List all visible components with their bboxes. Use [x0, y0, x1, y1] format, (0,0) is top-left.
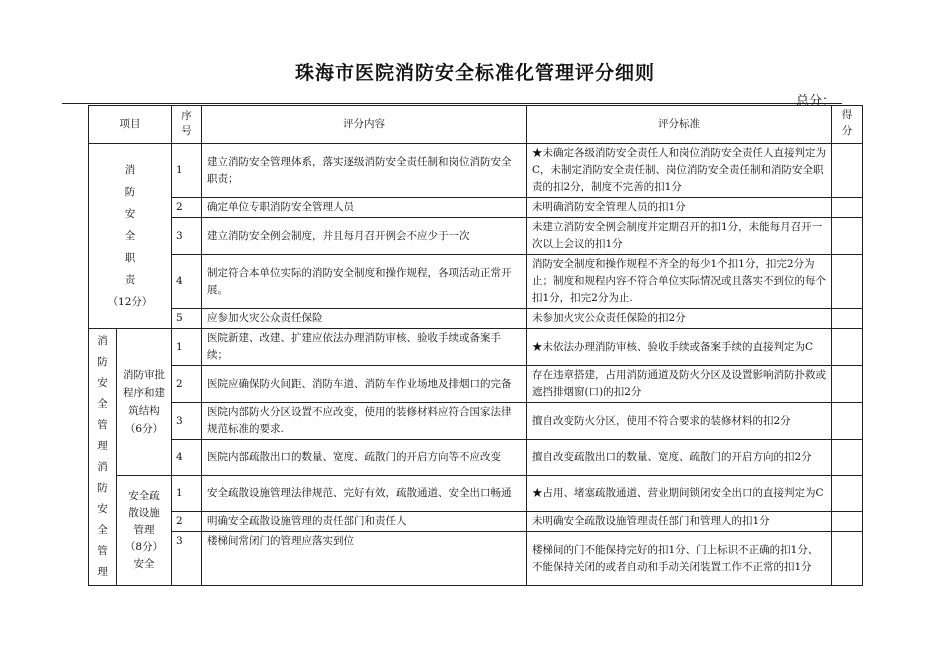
row-score-cell[interactable]	[832, 255, 863, 309]
row-score-cell[interactable]	[832, 512, 863, 532]
table-row	[89, 403, 863, 440]
row-number: 4	[172, 440, 202, 476]
table-row	[89, 476, 863, 512]
row-standard: 擅自改变防火分区，使用不符合要求的装修材料的扣2分	[527, 403, 832, 440]
row-number: 1	[172, 476, 202, 512]
row-score-cell[interactable]	[832, 366, 863, 403]
row-standard: 楼梯间的门不能保持完好的扣1分、门上标识不正确的扣1分、不能保持关闭的或者自动和手动关闭装置工作不正常的扣1分	[527, 532, 832, 586]
row-standard: 未参加火灾公众责任保险的扣2分	[527, 309, 832, 329]
row-number: 4	[172, 255, 202, 309]
table-row	[89, 309, 863, 329]
row-score-cell[interactable]	[832, 403, 863, 440]
row-number: 2	[172, 198, 202, 218]
row-standard: 存在违章搭建，占用消防通道及防火分区及设置影响消防扑救或遮挡排烟窗(口)的扣2分	[527, 366, 832, 403]
table-row	[89, 440, 863, 476]
section-fire-safety-management: 消防安全管理消防安全管理	[89, 329, 117, 586]
row-content: 楼梯间常闭门的管理应落实到位	[202, 532, 527, 586]
header-score: 得分	[832, 106, 863, 144]
table-row	[89, 198, 863, 218]
row-standard: 未明确安全疏散设施管理责任部门和管理人的扣1分	[527, 512, 832, 532]
row-content: 医院内部疏散出口的数量、宽度、疏散门的开启方向等不应改变	[202, 440, 527, 476]
header-content: 评分内容	[202, 106, 527, 144]
subsection-evacuation-facilities: 安全疏散设施管理 （8分） 安全	[117, 476, 172, 586]
row-score-cell[interactable]	[832, 440, 863, 476]
header-item: 项目	[89, 106, 172, 144]
row-standard: ★占用、堵塞疏散通道、营业期间锁闭安全出口的直接判定为C	[527, 476, 832, 512]
row-score-cell[interactable]	[832, 476, 863, 512]
row-number: 1	[172, 144, 202, 198]
row-number: 2	[172, 512, 202, 532]
row-content: 医院新建、改建、扩建应依法办理消防审核、验收手续或备案手续；	[202, 329, 527, 366]
row-content: 医院应确保防火间距、消防车道、消防车作业场地及排烟口的完备	[202, 366, 527, 403]
table-row	[89, 512, 863, 532]
row-number: 3	[172, 532, 202, 586]
row-standard: 未明确消防安全管理人员的扣1分	[527, 198, 832, 218]
row-score-cell[interactable]	[832, 532, 863, 586]
row-number: 5	[172, 309, 202, 329]
row-standard: 未建立消防安全例会制度并定期召开的扣1分，未能每月召开一次以上会议的扣1分	[527, 218, 832, 255]
subsection-approval-structure: 消防审批程序和建筑结构 （6分）	[117, 329, 172, 476]
row-content: 医院内部防火分区设置不应改变，使用的装修材料应符合国家法律规范标准的要求.	[202, 403, 527, 440]
row-standard: ★未确定各级消防安全责任人和岗位消防安全责任人直接判定为C，未制定消防安全责任制、岗位消防安全责任制和消防安全职责的扣2分，制度不完善的扣1分	[527, 144, 832, 198]
table-row	[89, 532, 863, 586]
table-header-row	[89, 106, 863, 144]
row-content: 应参加火灾公众责任保险	[202, 309, 527, 329]
row-number: 3	[172, 218, 202, 255]
scoring-table	[88, 105, 863, 586]
header-seq: 序号	[172, 106, 202, 144]
row-content: 安全疏散设施管理法律规范、完好有效，疏散通道、安全出口畅通	[202, 476, 527, 512]
row-score-cell[interactable]	[832, 198, 863, 218]
table-row	[89, 255, 863, 309]
row-standard: ★未依法办理消防审核、验收手续或备案手续的直接判定为C	[527, 329, 832, 366]
row-number: 2	[172, 366, 202, 403]
row-score-cell[interactable]	[832, 329, 863, 366]
row-content: 建立消防安全例会制度，并且每月召开例会不应少于一次	[202, 218, 527, 255]
row-score-cell[interactable]	[832, 218, 863, 255]
row-content: 确定单位专职消防安全管理人员	[202, 198, 527, 218]
table-row	[89, 218, 863, 255]
row-content: 制定符合本单位实际的消防安全制度和操作规程，各项活动正常开展。	[202, 255, 527, 309]
row-number: 1	[172, 329, 202, 366]
page-title: 珠海市医院消防安全标准化管理评分细则	[294, 62, 655, 84]
row-standard: 擅自改变疏散出口的数量、宽度、疏散门的开启方向的扣2分	[527, 440, 832, 476]
row-content: 明确安全疏散设施管理的责任部门和责任人	[202, 512, 527, 532]
table-row	[89, 366, 863, 403]
row-number: 3	[172, 403, 202, 440]
table-row	[89, 144, 863, 198]
section-fire-safety-duties: 消防安全职责 （12分）	[89, 144, 172, 329]
header-standard: 评分标准	[527, 106, 832, 144]
row-content: 建立消防安全管理体系，落实逐级消防安全责任制和岗位消防安全职责；	[202, 144, 527, 198]
row-standard: 消防安全制度和操作规程不齐全的每少1个扣1分，扣完2分为止；制度和规程内容不符合单位实际情况或且落实不到位的每个扣1分，扣完2分为止.	[527, 255, 832, 309]
total-score-label: 总分：	[796, 94, 836, 109]
table-row	[89, 329, 863, 366]
row-score-cell[interactable]	[832, 144, 863, 198]
row-score-cell[interactable]	[832, 309, 863, 329]
header-rule	[62, 103, 842, 104]
